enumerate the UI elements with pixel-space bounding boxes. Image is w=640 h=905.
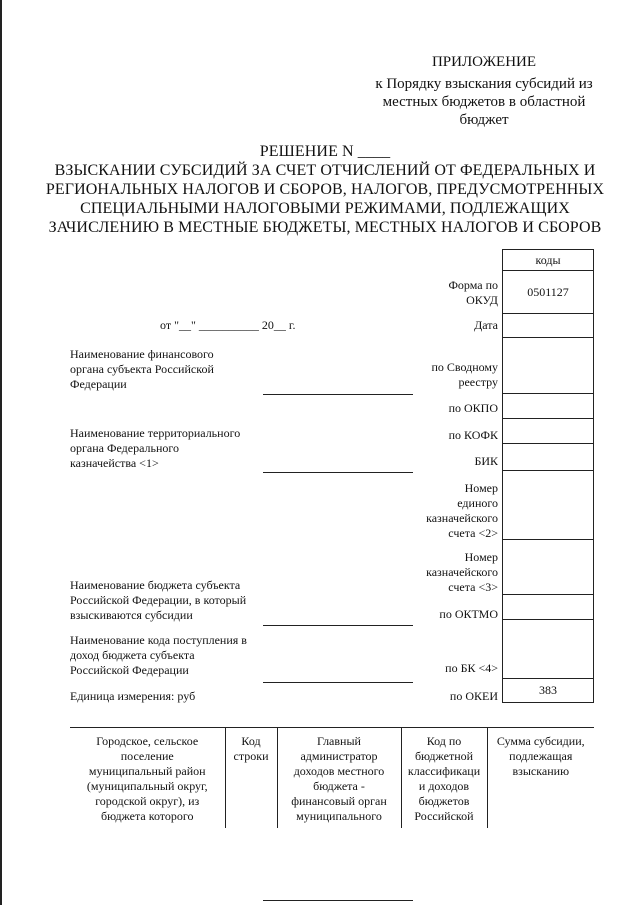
page-left-border <box>0 0 2 905</box>
budget-classification-column-header: Код по бюджетной классификаци и доходов бюджетов Российской <box>401 728 487 829</box>
okpo-code-cell[interactable] <box>502 394 594 419</box>
single-account-code-cell[interactable] <box>502 471 594 540</box>
decision-subtitle-line: ЗАЧИСЛЕНИЮ В МЕСТНЫЕ БЮДЖЕТЫ, МЕСТНЫХ НАЛОГОВ И СБОРОВ <box>48 219 602 236</box>
bk-label: по БК <4> <box>445 661 498 675</box>
row-code-column-header: Код строки <box>225 728 277 829</box>
okud-label: Форма по ОКУД <box>448 278 498 307</box>
bik-label: БИК <box>474 454 498 468</box>
okpo-label: по ОКПО <box>448 401 498 415</box>
treasury-account-label: Номер казначейского счета <3> <box>426 550 498 594</box>
settlement-column-header: Городское, сельское поселение муниципальный район (муниципальный округ, городской округ), из бюджета которого <box>70 728 225 829</box>
decision-title: РЕШЕНИЕ N ____ <box>259 143 391 160</box>
codes-column <box>502 249 594 703</box>
kofk-code-cell[interactable] <box>502 419 594 444</box>
date-line: от "__" __________ 20__ г. <box>160 318 296 332</box>
decision-subtitle-line: СПЕЦИАЛЬНЫМИ НАЛОГОВЫМИ РЕЖИМАМИ, ПОДЛЕЖАЩИХ <box>80 200 570 217</box>
fin-organ-underline <box>263 394 413 395</box>
income-code-underline <box>263 682 413 683</box>
decision-subtitle-line: ВЗЫСКАНИИ СУБСИДИЙ ЗА СЧЕТ ОТЧИСЛЕНИЙ ОТ ФЕДЕРАЛЬНЫХ И <box>54 162 596 179</box>
date-label: Дата <box>474 318 498 332</box>
subsidy-amount-column-header: Сумма субсидии, подлежащая взысканию <box>487 728 594 829</box>
bik-code-cell[interactable] <box>502 444 594 471</box>
table-header-row <box>70 728 594 829</box>
appendix-line-2: местных бюджетов в областной <box>382 94 586 110</box>
svod-label: по Сводному реестру <box>431 360 498 389</box>
appendix-title: ПРИЛОЖЕНИЕ <box>431 54 537 70</box>
treasury-underline <box>263 472 413 473</box>
okei-label: по ОКЕИ <box>449 689 498 703</box>
okud-code-cell[interactable]: 0501127 <box>502 271 594 314</box>
single-account-label: Номер единого казначейского счета <2> <box>426 481 498 540</box>
kofk-label: по КОФК <box>448 428 498 442</box>
budget-underline <box>263 625 413 626</box>
bk-code-cell[interactable] <box>502 620 594 679</box>
codes-header: коды <box>502 249 594 271</box>
administrator-column-header: Главный администратор доходов местного бюджета - финансовый орган муниципального <box>277 728 401 829</box>
svod-code-cell[interactable] <box>502 338 594 394</box>
appendix-line-3: бюджет <box>459 112 509 128</box>
treasury-account-code-cell[interactable] <box>502 540 594 595</box>
footnote-separator <box>263 900 413 901</box>
okei-code-cell[interactable]: 383 <box>502 679 594 703</box>
oktmo-code-cell[interactable] <box>502 595 594 620</box>
appendix-line-1: к Порядку взыскания субсидий из <box>375 76 593 92</box>
treasury-label: Наименование территориального органа Федерального казначейства <1> <box>70 426 241 470</box>
oktmo-label: по ОКТМО <box>439 607 498 621</box>
subsidy-table <box>70 727 594 828</box>
income-code-label: Наименование кода поступления в доход бюджета субъекта Российской Федерации <box>70 633 247 677</box>
budget-label: Наименование бюджета субъекта Российской Федерации, в который взыскиваются субсидии <box>70 578 247 622</box>
unit-label: Единица измерения: руб <box>70 689 196 703</box>
decision-subtitle-line: РЕГИОНАЛЬНЫХ НАЛОГОВ И СБОРОВ, НАЛОГОВ, ПРЕДУСМОТРЕННЫХ <box>45 181 605 198</box>
fin-organ-label: Наименование финансового органа субъекта Российской Федерации <box>70 347 214 391</box>
date-code-cell[interactable] <box>502 314 594 338</box>
